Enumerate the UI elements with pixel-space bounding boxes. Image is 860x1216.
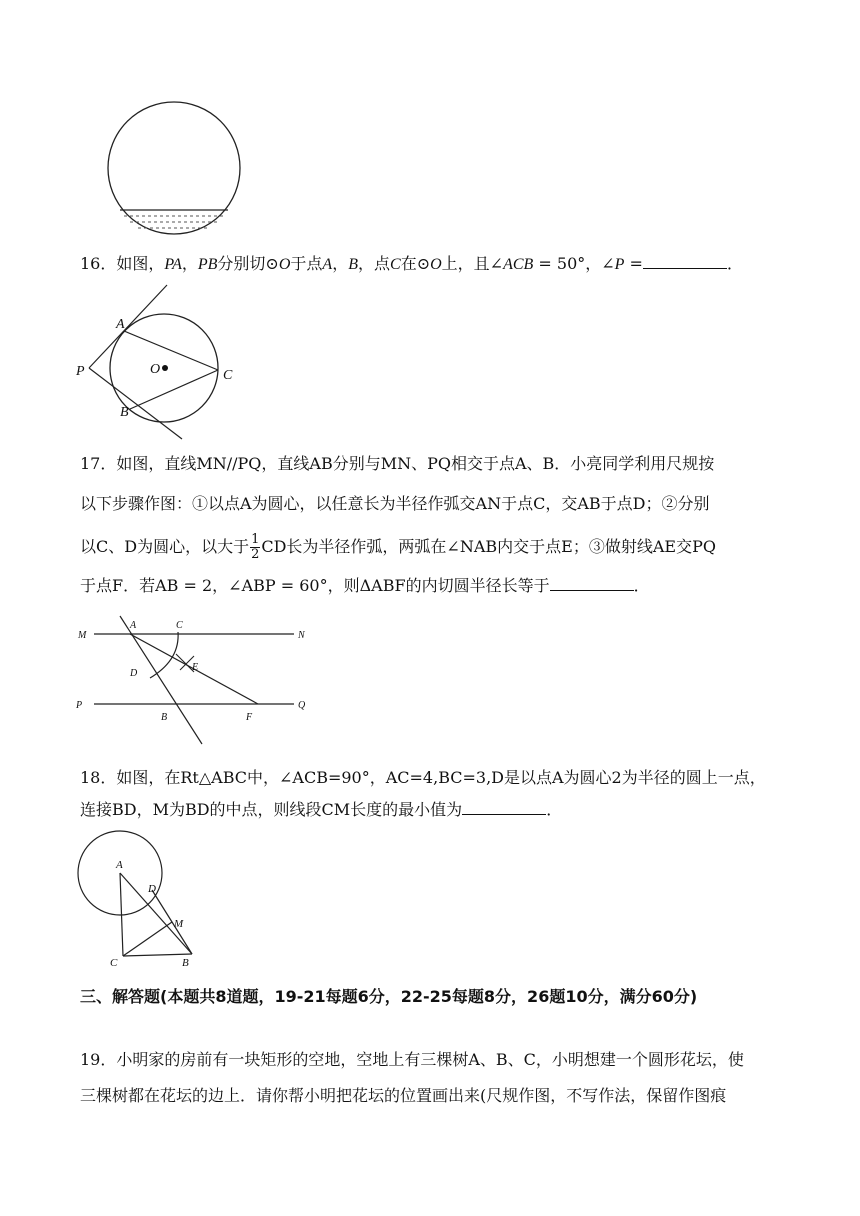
- label-O: O: [150, 362, 161, 377]
- q17-line-3: 以C、D为圆心，以大于 $\frac{1}{2}$ CD长为半径作弧，两弧在∠NAB内交于点E；③做射线AE交PQ: [80, 532, 716, 562]
- label-P: P: [76, 700, 83, 711]
- label-C: C: [176, 620, 183, 631]
- fraction-one-half: $\frac{1}{2}$: [251, 532, 260, 562]
- answer-blank[interactable]: [643, 254, 727, 269]
- label-D: D: [130, 668, 138, 679]
- q19-line-1: 19．小明家的房前有一块矩形的空地，空地上有三棵树A、B、C，小明想建一个圆形花坛，使: [80, 1050, 744, 1069]
- q18-line-1: 18．如图，在Rt△ABC中，∠ACB=90°，AC=4,BC=3,D是以点A为圆心2为半径的圆上一点，: [80, 768, 766, 787]
- answer-blank[interactable]: [550, 576, 634, 591]
- q17-line-2: 以下步骤作图：①以点A为圆心，以任意长为半径作弧交AN于点C，交AB于点D；②分别: [80, 494, 710, 513]
- q18-line-2: 连接BD，M为BD的中点，则线段CM长度的最小值为 ．: [80, 800, 563, 819]
- label-D: D: [148, 883, 156, 895]
- label-A: A: [116, 317, 125, 332]
- q17-line-1: 17．如图，直线MN//PQ，直线AB分别与MN、PQ相交于点A、B．小亮同学利用尺规按: [80, 454, 715, 473]
- label-B: B: [161, 712, 168, 723]
- label-Q: Q: [298, 700, 306, 711]
- q16-question-text: 16．如图，PA，PB分别切⊙O于点A，B，点C在⊙O上，且∠ACB = 50°，∠P = ．: [80, 254, 743, 273]
- q17-construction-figure: [72, 612, 322, 752]
- q18-triangle-figure: [72, 828, 212, 970]
- q19-line-2: 三棵树都在花坛的边上．请你帮小明把花坛的位置画出来(尺规作图，不写作法，保留作图痕: [80, 1086, 727, 1105]
- label-B: B: [182, 957, 189, 969]
- label-N: N: [298, 630, 305, 641]
- label-M: M: [174, 918, 184, 930]
- label-M: M: [78, 630, 87, 641]
- label-B: B: [120, 405, 129, 420]
- label-A: A: [116, 859, 123, 871]
- label-A: A: [130, 620, 137, 631]
- q17-line-4: 于点F．若AB = 2，∠ABP = 60°，则ΔABF的内切圆半径长等于 ．: [80, 576, 650, 595]
- label-P: P: [76, 364, 85, 379]
- q16-tangent-figure: [72, 282, 242, 442]
- q15-circle-figure: [100, 94, 250, 240]
- label-C: C: [223, 368, 233, 383]
- section-three-heading: 三、解答题(本题共8道题，19-21每题6分，22-25每题8分，26题10分，满分60分): [80, 987, 698, 1006]
- label-F: F: [246, 712, 253, 723]
- label-C: C: [110, 957, 118, 969]
- answer-blank[interactable]: [462, 800, 546, 815]
- label-E: E: [192, 662, 199, 673]
